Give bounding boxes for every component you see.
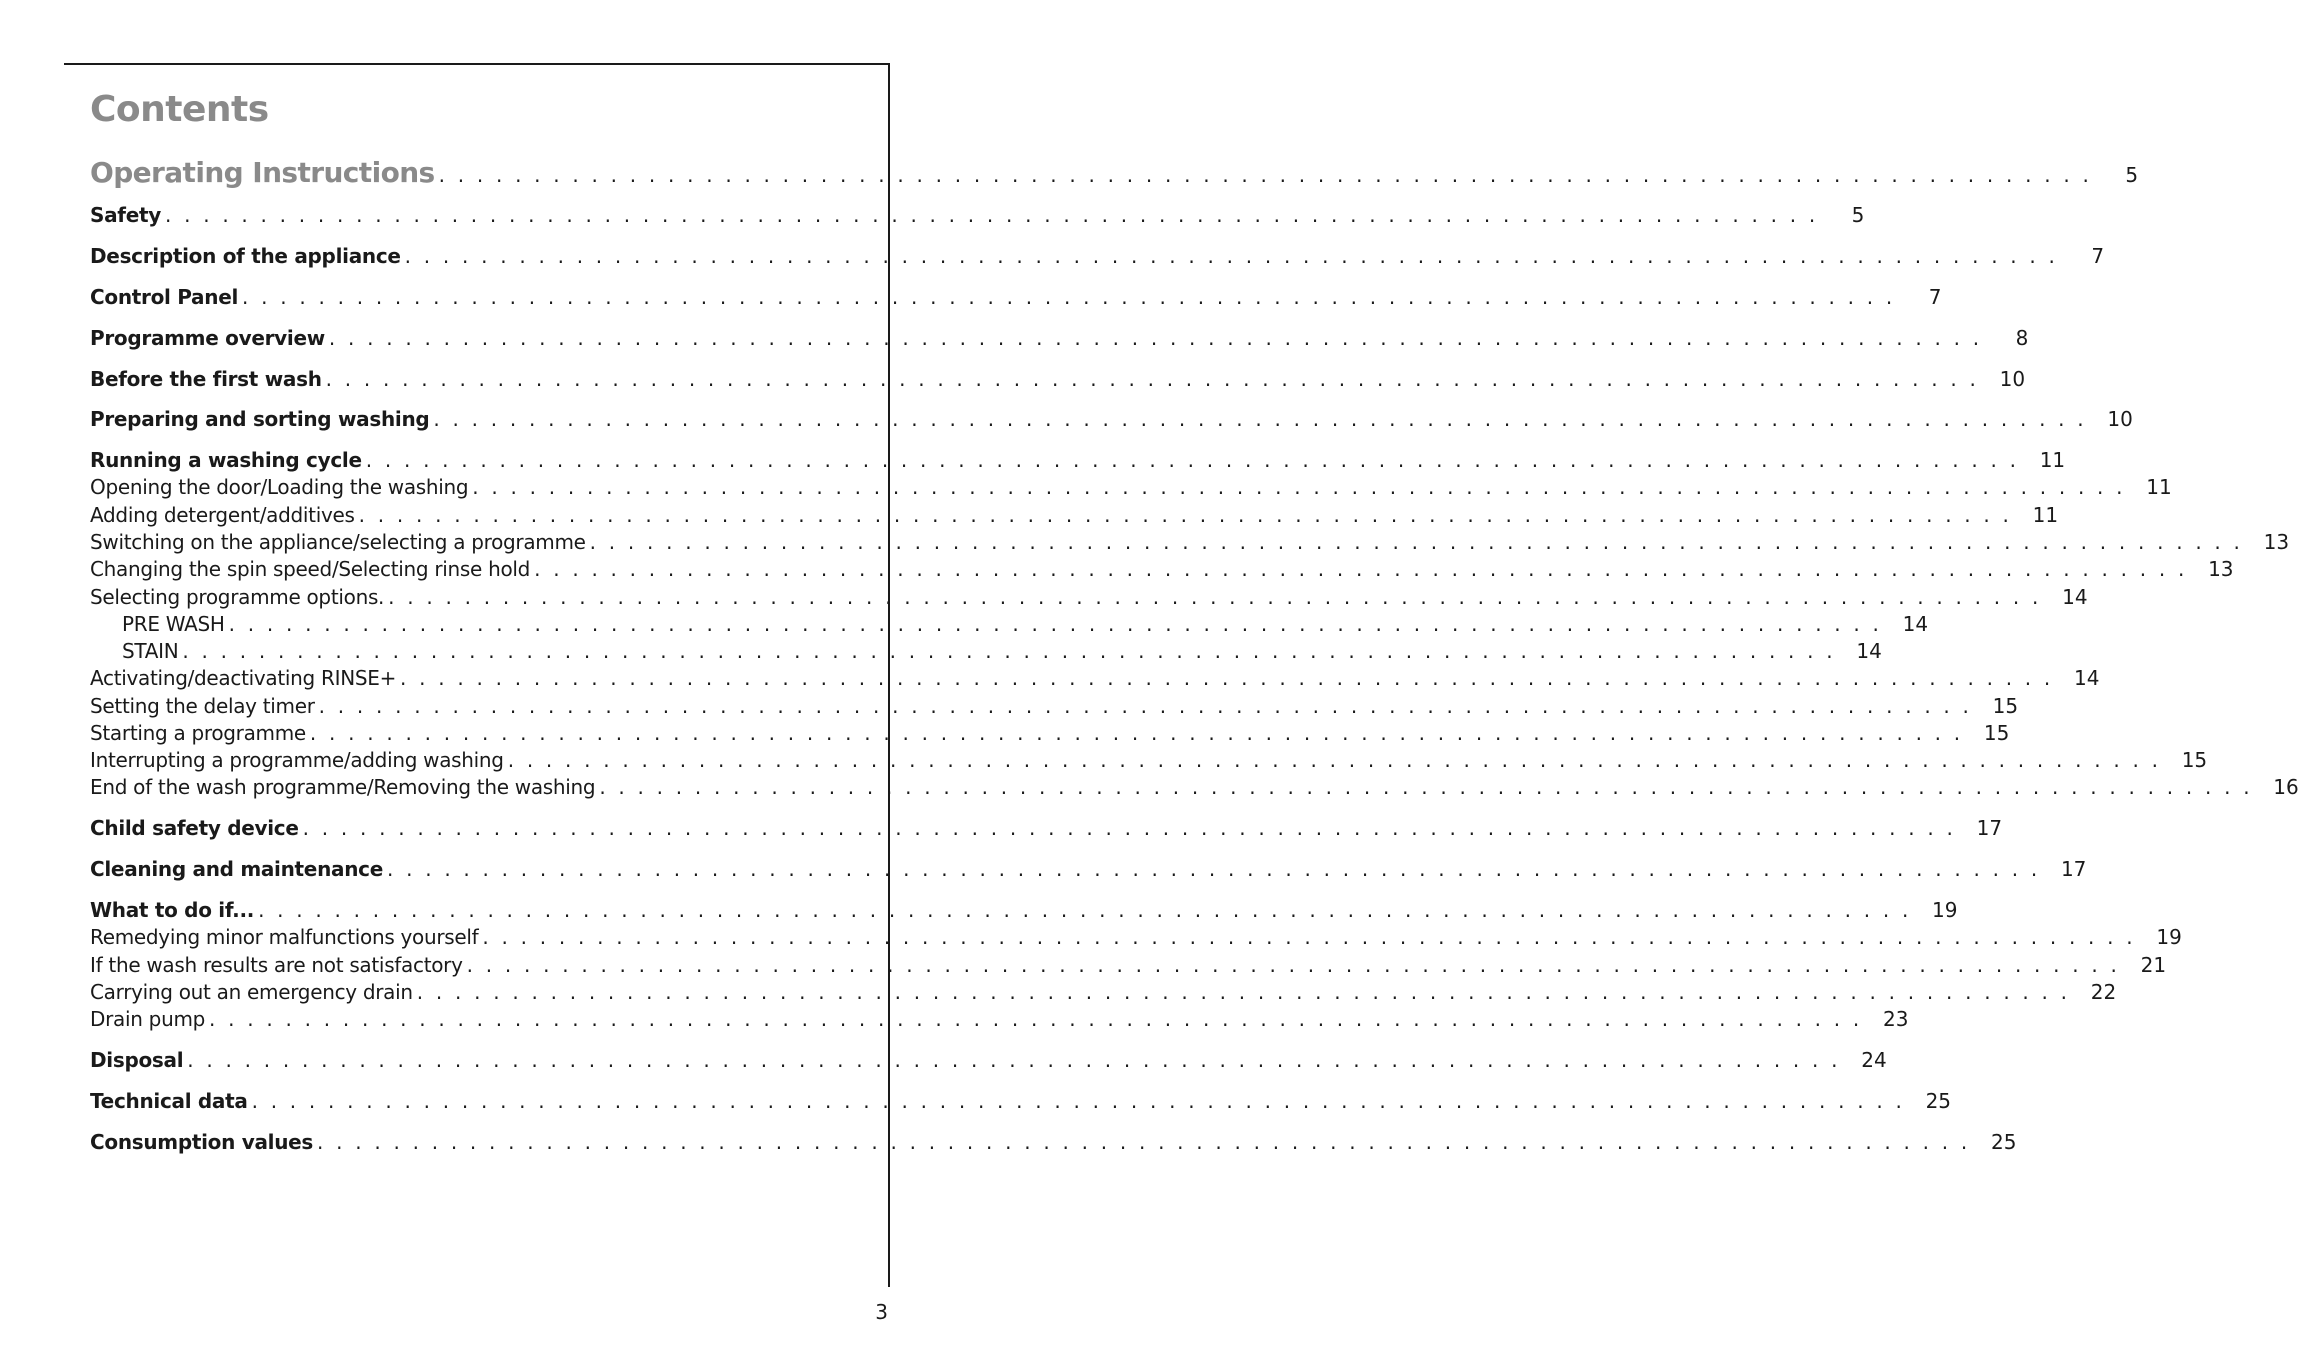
dot-leader: . . . . . . . . . . . . . . . . . . . . . . . . . . . . . . . . . . . . . . . . . . . . . . . . . . . . . . . . . . . . . . . . . . . . . . . . . . . . . . . . . . . . . . . [358, 503, 2013, 527]
toc-entry-label: Before the first wash [90, 367, 322, 391]
toc-entry-what-to-do[interactable] [90, 898, 1958, 928]
toc-entry-page: 10 [1999, 367, 2026, 391]
toc-entry-adding-detergent[interactable] [90, 503, 2059, 533]
dot-leader: . . . . . . . . . . . . . . . . . . . . . . . . . . . . . . . . . . . . . . . . . . . . . . . . . . . . . . . . . . . . . . . . . . . . . . . . . . . . . . . . . . . . . . . [164, 203, 1819, 227]
toc-entry-page: 13 [2208, 557, 2234, 581]
toc-entry-remedying[interactable] [90, 925, 2182, 955]
toc-entry-label: Drain pump [90, 1007, 206, 1031]
toc-entry-label: Safety [90, 203, 161, 227]
toc-entry-page: 24 [1861, 1048, 1887, 1072]
toc-entry-emergency-drain[interactable] [90, 980, 2117, 1010]
toc-entry-page: 13 [2263, 530, 2290, 554]
toc-entry-page: 15 [1983, 721, 2010, 745]
toc-entry-interrupting[interactable] [90, 748, 2208, 778]
toc-entry-label: Disposal [90, 1048, 184, 1072]
toc-entry-cleaning[interactable] [90, 857, 2087, 887]
toc-entry-label: Setting the delay timer [90, 694, 315, 718]
toc-entry-page: 5 [2125, 163, 2139, 187]
dot-leader: . . . . . . . . . . . . . . . . . . . . . . . . . . . . . . . . . . . . . . . . . . . . . . . . . . . . . . . . . . . . . . . . . . . . . . . . . . . . . . . . . . . . . . . [507, 748, 2162, 772]
toc-entry-page: 11 [2146, 475, 2172, 499]
dot-leader: . . . . . . . . . . . . . . . . . . . . . . . . . . . . . . . . . . . . . . . . . . . . . . . . . . . . . . . . . . . . . . . . . . . . . . . . . . . . . . . . . . . . . . . [404, 244, 2059, 268]
dot-leader: . . . . . . . . . . . . . . . . . . . . . . . . . . . . . . . . . . . . . . . . . . . . . . . . . . . . . . . . . . . . . . . . . . . . . . . . . . . . . . . . . . . . . . . [302, 816, 1957, 840]
toc-entry-wash-results[interactable] [90, 953, 2167, 983]
dot-leader: . . . . . . . . . . . . . . . . . . . . . . . . . . . . . . . . . . . . . . . . . . . . . . . . . . . . . . . . . . . . . . . . . . . . . . . . . . . . . . . . . . . . . . . [309, 721, 1964, 745]
toc-entry-label: Switching on the appliance/selecting a programme [90, 530, 586, 554]
toc-entry-page: 14 [1856, 639, 1882, 663]
dot-leader: . . . . . . . . . . . . . . . . . . . . . . . . . . . . . . . . . . . . . . . . . . . . . . . . . . . . . . . . . . . . . . . . . . . . . . . . . . . . . . . . . . . . . . . [386, 857, 2041, 881]
toc-entry-programme-options[interactable] [90, 585, 2088, 615]
toc-entry-description[interactable] [90, 244, 2105, 274]
toc-entry-control-panel[interactable] [90, 285, 1942, 315]
toc-entry-label: Starting a programme [90, 721, 306, 745]
toc-entry-label: Technical data [90, 1089, 248, 1113]
toc-entry-page: 11 [2039, 448, 2066, 472]
toc-entry-page: 7 [2091, 244, 2105, 268]
toc-entry-page: 23 [1883, 1007, 1909, 1031]
toc-entry-page: 19 [2156, 925, 2182, 949]
toc-entry-label: End of the wash programme/Removing the washing [90, 775, 596, 799]
dot-leader: . . . . . . . . . . . . . . . . . . . . . . . . . . . . . . . . . . . . . . . . . . . . . . . . . . . . . . . . . . . . . . . . . . . . . . . . . . . . . . . . . . . . . . . [365, 448, 2020, 472]
toc-entry-pre-wash[interactable] [90, 612, 1929, 642]
toc-entry-label: What to do if... [90, 898, 255, 922]
page-title: Contents [90, 89, 269, 130]
toc-entry-page: 15 [1992, 694, 2019, 718]
toc-entry-page: 7 [1928, 285, 1942, 309]
toc-entry-page: 17 [1976, 816, 2003, 840]
dot-leader: . . . . . . . . . . . . . . . . . . . . . . . . . . . . . . . . . . . . . . . . . . . . . . . . . . . . . . . . . . . . . . . . . . . . . . . . . . . . . . . . . . . . . . . [400, 666, 2054, 690]
toc-entry-page: 5 [1851, 203, 1865, 227]
toc-entry-before-first-wash[interactable] [90, 367, 2026, 397]
dot-leader: . . . . . . . . . . . . . . . . . . . . . . . . . . . . . . . . . . . . . . . . . . . . . . . . . . . . . . . . . . . . . . . . . . . . . . . . . . . . . . . . . . . . . . . [242, 285, 1896, 309]
toc-entry-page: 17 [2060, 857, 2087, 881]
toc-entry-label: Consumption values [90, 1130, 314, 1154]
toc-entry-page: 25 [1991, 1130, 2017, 1154]
toc-entry-preparing-sorting[interactable] [90, 407, 2133, 437]
toc-entry-starting-programme[interactable] [90, 721, 2010, 751]
page-number: 3 [875, 1300, 888, 1324]
toc-entry-rinse-plus[interactable] [90, 666, 2100, 696]
toc-entry-page: 10 [2107, 407, 2133, 431]
toc-entry-page: 21 [2140, 953, 2167, 977]
toc-entry-page: 25 [1925, 1089, 1952, 1113]
toc-entry-label: PRE WASH [122, 612, 225, 636]
dot-leader: . . . . . . . . . . . . . . . . . . . . . . . . . . . . . . . . . . . . . . . . . . . . . . . . . . . . . . . . . . . . . . . . . . . . . . . . . . . . . . . . . . . . . . . [466, 953, 2121, 977]
dot-leader: . . . . . . . . . . . . . . . . . . . . . . . . . . . . . . . . . . . . . . . . . . . . . . . . . . . . . . . . . . . . . . . . . . . . . . . . . . . . . . . . . . . . . . . [325, 367, 1980, 391]
dot-leader: . . . . . . . . . . . . . . . . . . . . . . . . . . . . . . . . . . . . . . . . . . . . . . . . . . . . . . . . . . . . . . . . . . . . . . . . . . . . . . . . . . . . . . . [416, 980, 2071, 1004]
toc-entry-label: Changing the spin speed/Selecting rinse hold [90, 557, 531, 581]
dot-leader: . . . . . . . . . . . . . . . . . . . . . . . . . . . . . . . . . . . . . . . . . . . . . . . . . . . . . . . . . . . . . . . . . . . . . . . . . . . . . . . . . . . . . . . [589, 530, 2244, 554]
toc-entry-page: 22 [2090, 980, 2117, 1004]
dot-leader: . . . . . . . . . . . . . . . . . . . . . . . . . . . . . . . . . . . . . . . . . . . . . . . . . . . . . . . . . . . . . . . . . . . . . . . . . . . . . . . . . . . . . . . [318, 694, 1973, 718]
dot-leader: . . . . . . . . . . . . . . . . . . . . . . . . . . . . . . . . . . . . . . . . . . . . . . . . . . . . . . . . . . . . . . . . . . . . . . . . . . . . . . . . . . . . . . . [599, 775, 2253, 799]
toc-entry-drain-pump[interactable] [90, 1007, 1909, 1037]
toc-entry-operating-instructions[interactable] [90, 156, 2139, 196]
dot-leader: . . . . . . . . . . . . . . . . . . . . . . . . . . . . . . . . . . . . . . . . . . . . . . . . . . . . . . . . . . . . . . . . . . . . . . . . . . . . . . . . . . . . . . . [258, 898, 1912, 922]
toc-entry-spin-speed[interactable] [90, 557, 2234, 587]
toc-entry-switching-on[interactable] [90, 530, 2290, 560]
top-rule [64, 63, 890, 65]
toc-entry-label: Description of the appliance [90, 244, 401, 268]
toc-entry-label: Activating/deactivating RINSE+ [90, 666, 397, 690]
toc-entry-programme-overview[interactable] [90, 326, 2029, 356]
dot-leader: . . . . . . . . . . . . . . . . . . . . . . . . . . . . . . . . . . . . . . . . . . . . . . . . . . . . . . . . . . . . . . . . . . . . . . . . . . . . . . . . . . . . . . . [228, 612, 1883, 636]
toc-entry-opening-door[interactable] [90, 475, 2172, 505]
dot-leader: . . . . . . . . . . . . . . . . . . . . . . . . . . . . . . . . . . . . . . . . . . . . . . . . . . . . . . . . . . . . . . . . . . . . . . . . . . . . . . . . . . . . . . . [534, 557, 2188, 581]
toc-entry-delay-timer[interactable] [90, 694, 2019, 724]
toc-entry-label: Child safety device [90, 816, 299, 840]
dot-leader: . . . . . . . . . . . . . . . . . . . . . . . . . . . . . . . . . . . . . . . . . . . . . . . . . . . . . . . . . . . . . . . . . . . . . . . . . . . . . . . . . . . . . . . [209, 1007, 1863, 1031]
toc-entry-label: Remedying minor malfunctions yourself [90, 925, 479, 949]
dot-leader: . . . . . . . . . . . . . . . . . . . . . . . . . . . . . . . . . . . . . . . . . . . . . . . . . . . . . . . . . . . . . . . . . . . . . . . . . . . . . . . . . . . . . . . [317, 1130, 1971, 1154]
dot-leader: . . . . . . . . . . . . . . . . . . . . . . . . . . . . . . . . . . . . . . . . . . . . . . . . . . . . . . . . . . . . . . . . . . . . . . . . . . . . . . . . . . . . . . . [438, 163, 2093, 187]
toc-entry-label: STAIN [122, 639, 179, 663]
toc-entry-technical-data[interactable] [90, 1089, 1952, 1119]
dot-leader: . . . . . . . . . . . . . . . . . . . . . . . . . . . . . . . . . . . . . . . . . . . . . . . . . . . . . . . . . . . . . . . . . . . . . . . . . . . . . . . . . . . . . . . [433, 407, 2087, 431]
dot-leader: . . . . . . . . . . . . . . . . . . . . . . . . . . . . . . . . . . . . . . . . . . . . . . . . . . . . . . . . . . . . . . . . . . . . . . . . . . . . . . . . . . . . . . . [251, 1089, 1906, 1113]
dot-leader: . . . . . . . . . . . . . . . . . . . . . . . . . . . . . . . . . . . . . . . . . . . . . . . . . . . . . . . . . . . . . . . . . . . . . . . . . . . . . . . . . . . . . . . [482, 925, 2136, 949]
toc-entry-stain[interactable] [90, 639, 1882, 669]
toc-entry-label: Running a washing cycle [90, 448, 362, 472]
toc-entry-label: Programme overview [90, 326, 325, 350]
toc-entry-label: Control Panel [90, 285, 239, 309]
toc-entry-page: 11 [2032, 503, 2059, 527]
toc-entry-end-of-programme[interactable] [90, 775, 2299, 805]
toc-entry-label: Carrying out an emergency drain [90, 980, 413, 1004]
toc-entry-label: Opening the door/Loading the washing [90, 475, 469, 499]
toc-entry-label: Operating Instructions [90, 156, 435, 189]
toc-entry-running-cycle[interactable] [90, 448, 2066, 478]
toc-entry-label: Interrupting a programme/adding washing [90, 748, 504, 772]
toc-entry-page: 14 [2062, 585, 2088, 609]
toc-entry-child-safety[interactable] [90, 816, 2003, 846]
toc-entry-label: If the wash results are not satisfactory [90, 953, 463, 977]
toc-entry-label: Selecting programme options. [90, 585, 385, 609]
toc-entry-page: 16 [2273, 775, 2299, 799]
dot-leader: . . . . . . . . . . . . . . . . . . . . . . . . . . . . . . . . . . . . . . . . . . . . . . . . . . . . . . . . . . . . . . . . . . . . . . . . . . . . . . . . . . . . . . . [328, 326, 1983, 350]
toc-entry-label: Preparing and sorting washing [90, 407, 430, 431]
toc-entry-safety[interactable] [90, 203, 1865, 233]
toc-entry-page: 14 [2074, 666, 2100, 690]
toc-entry-page: 15 [2181, 748, 2208, 772]
toc-entry-page: 19 [1932, 898, 1958, 922]
toc-entry-consumption-values[interactable] [90, 1130, 2017, 1160]
toc-entry-page: 14 [1902, 612, 1929, 636]
dot-leader: . . . . . . . . . . . . . . . . . . . . . . . . . . . . . . . . . . . . . . . . . . . . . . . . . . . . . . . . . . . . . . . . . . . . . . . . . . . . . . . . . . . . . . . [472, 475, 2126, 499]
toc-entry-label: Adding detergent/additives [90, 503, 355, 527]
dot-leader: . . . . . . . . . . . . . . . . . . . . . . . . . . . . . . . . . . . . . . . . . . . . . . . . . . . . . . . . . . . . . . . . . . . . . . . . . . . . . . . . . . . . . . . [182, 639, 1836, 663]
toc-entry-label: Cleaning and maintenance [90, 857, 383, 881]
dot-leader: . . . . . . . . . . . . . . . . . . . . . . . . . . . . . . . . . . . . . . . . . . . . . . . . . . . . . . . . . . . . . . . . . . . . . . . . . . . . . . . . . . . . . . . [187, 1048, 1841, 1072]
dot-leader: . . . . . . . . . . . . . . . . . . . . . . . . . . . . . . . . . . . . . . . . . . . . . . . . . . . . . . . . . . . . . . . . . . . . . . . . . . . . . . . . . . . . . . . [388, 585, 2042, 609]
toc-entry-disposal[interactable] [90, 1048, 1887, 1078]
toc-entry-page: 8 [2015, 326, 2029, 350]
